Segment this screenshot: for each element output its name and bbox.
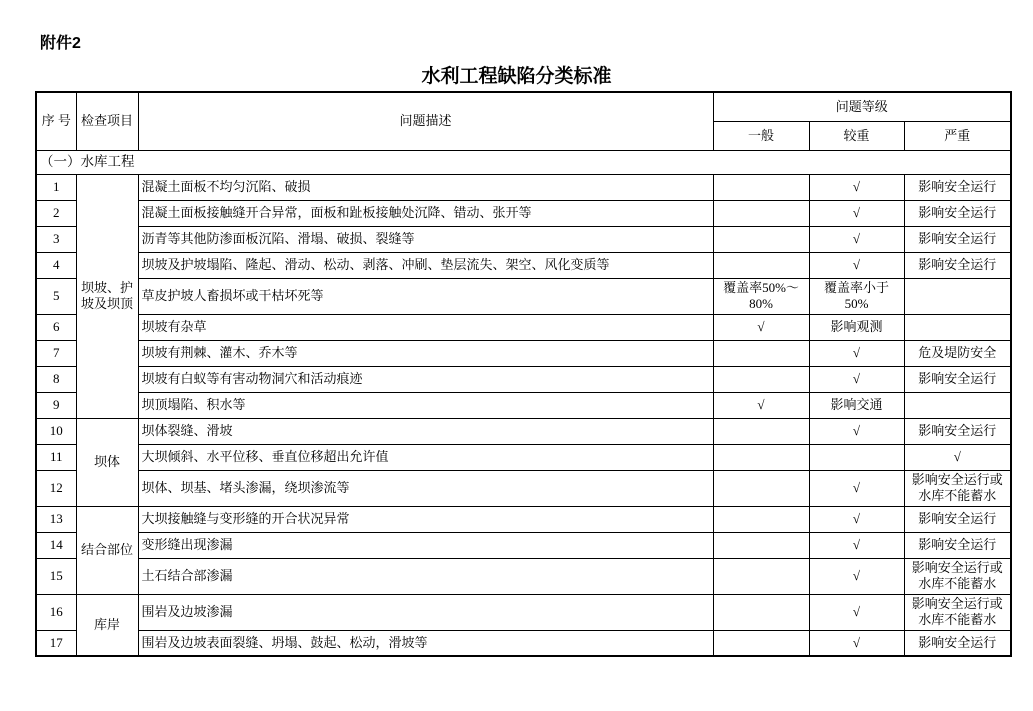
level-serious: 影响交通: [809, 392, 904, 418]
section-row: [36, 151, 1011, 175]
col-header-level: 问题等级: [713, 92, 1011, 122]
row-no: 5: [36, 279, 76, 315]
table-row: [36, 253, 1011, 279]
table-row: [36, 340, 1011, 366]
level-severe: [904, 392, 1011, 418]
problem-desc: 沥青等其他防渗面板沉陷、滑塌、破损、裂缝等: [138, 227, 713, 253]
row-no: 12: [36, 470, 76, 506]
level-general: [713, 558, 809, 594]
problem-desc: 坝体裂缝、滑坡: [138, 418, 713, 444]
level-general: [713, 506, 809, 532]
level-serious: √: [809, 558, 904, 594]
level-severe: 影响安全运行: [904, 366, 1011, 392]
level-serious: √: [809, 227, 904, 253]
level-serious: √: [809, 470, 904, 506]
defect-table: [35, 91, 1012, 657]
table-row: [36, 227, 1011, 253]
section-title: （一）水库工程: [36, 151, 1011, 175]
problem-desc: 草皮护坡人畜损坏或干枯坏死等: [138, 279, 713, 315]
table-row: [36, 314, 1011, 340]
table-row: [36, 532, 1011, 558]
level-serious: √: [809, 253, 904, 279]
row-no: 9: [36, 392, 76, 418]
col-header-desc: 问题描述: [138, 92, 713, 151]
level-severe: 影响安全运行: [904, 532, 1011, 558]
level-severe: 影响安全运行: [904, 506, 1011, 532]
table-row: [36, 175, 1011, 201]
level-general: [713, 594, 809, 630]
row-no: 2: [36, 201, 76, 227]
level-general: [713, 227, 809, 253]
table-row: [36, 366, 1011, 392]
row-no: 4: [36, 253, 76, 279]
problem-desc: 坝坡有白蚁等有害动物洞穴和活动痕迹: [138, 366, 713, 392]
col-header-item: 检查项目: [76, 92, 138, 151]
group-label: 坝坡、护坡及坝顶: [76, 175, 138, 419]
problem-desc: 坝顶塌陷、积水等: [138, 392, 713, 418]
row-no: 1: [36, 175, 76, 201]
level-severe: 影响安全运行: [904, 418, 1011, 444]
level-serious: √: [809, 630, 904, 656]
problem-desc: 围岩及边坡表面裂缝、坍塌、鼓起、松动，滑坡等: [138, 630, 713, 656]
page-title: 水利工程缺陷分类标准: [421, 66, 612, 87]
level-severe: √: [904, 444, 1011, 470]
problem-desc: 土石结合部渗漏: [138, 558, 713, 594]
level-severe: 影响安全运行: [904, 630, 1011, 656]
col-header-no: 序 号: [36, 92, 76, 151]
row-no: 7: [36, 340, 76, 366]
level-serious: 覆盖率小于50%: [809, 279, 904, 315]
level-serious: √: [809, 366, 904, 392]
row-no: 16: [36, 594, 76, 630]
table-row: [36, 594, 1011, 630]
level-severe: 危及堤防安全: [904, 340, 1011, 366]
level-general: √: [713, 314, 809, 340]
row-no: 10: [36, 418, 76, 444]
level-serious: √: [809, 175, 904, 201]
level-serious: √: [809, 340, 904, 366]
level-severe: 影响安全运行或水库不能蓄水: [904, 558, 1011, 594]
level-general: [713, 470, 809, 506]
table-row: [36, 506, 1011, 532]
level-general: [713, 340, 809, 366]
table-row: [36, 201, 1011, 227]
level-serious: √: [809, 418, 904, 444]
level-severe: 影响安全运行: [904, 227, 1011, 253]
problem-desc: 坝坡及护坡塌陷、隆起、滑动、松动、剥落、冲刷、垫层流失、架空、风化变质等: [138, 253, 713, 279]
level-serious: [809, 444, 904, 470]
row-no: 17: [36, 630, 76, 656]
row-no: 13: [36, 506, 76, 532]
row-no: 15: [36, 558, 76, 594]
problem-desc: 混凝土面板接触缝开合异常，面板和趾板接触处沉降、错动、张开等: [138, 201, 713, 227]
level-serious: 影响观测: [809, 314, 904, 340]
problem-desc: 围岩及边坡渗漏: [138, 594, 713, 630]
problem-desc: 变形缝出现渗漏: [138, 532, 713, 558]
row-no: 8: [36, 366, 76, 392]
level-severe: 影响安全运行: [904, 253, 1011, 279]
table-row: [36, 630, 1011, 656]
row-no: 11: [36, 444, 76, 470]
problem-desc: 混凝土面板不均匀沉陷、破损: [138, 175, 713, 201]
table-row: [36, 558, 1011, 594]
row-no: 6: [36, 314, 76, 340]
table-row: [36, 470, 1011, 506]
group-label: 结合部位: [76, 506, 138, 594]
col-header-serious: 较重: [809, 122, 904, 151]
row-no: 14: [36, 532, 76, 558]
row-no: 3: [36, 227, 76, 253]
level-severe: [904, 279, 1011, 315]
table-row: [36, 418, 1011, 444]
level-serious: √: [809, 506, 904, 532]
problem-desc: 坝体、坝基、堵头渗漏，绕坝渗流等: [138, 470, 713, 506]
problem-desc: 大坝接触缝与变形缝的开合状况异常: [138, 506, 713, 532]
problem-desc: 坝坡有杂草: [138, 314, 713, 340]
level-severe: 影响安全运行或水库不能蓄水: [904, 594, 1011, 630]
level-severe: 影响安全运行: [904, 175, 1011, 201]
level-severe: 影响安全运行或水库不能蓄水: [904, 470, 1011, 506]
attachment-label: 附件2: [40, 35, 81, 52]
problem-desc: 坝坡有荆棘、灌木、乔木等: [138, 340, 713, 366]
problem-desc: 大坝倾斜、水平位移、垂直位移超出允许值: [138, 444, 713, 470]
level-general: [713, 366, 809, 392]
level-general: [713, 418, 809, 444]
table-row: [36, 444, 1011, 470]
level-general: √: [713, 392, 809, 418]
group-label: 坝体: [76, 418, 138, 506]
level-general: [713, 532, 809, 558]
level-general: [713, 444, 809, 470]
level-severe: [904, 314, 1011, 340]
level-general: 覆盖率50%～80%: [713, 279, 809, 315]
level-general: [713, 253, 809, 279]
level-serious: √: [809, 201, 904, 227]
col-header-severe: 严重: [904, 122, 1011, 151]
group-label: 库岸: [76, 594, 138, 656]
level-general: [713, 175, 809, 201]
table-row: [36, 279, 1011, 315]
table-row: [36, 392, 1011, 418]
level-general: [713, 630, 809, 656]
level-serious: √: [809, 532, 904, 558]
level-severe: 影响安全运行: [904, 201, 1011, 227]
col-header-general: 一般: [713, 122, 809, 151]
level-general: [713, 201, 809, 227]
level-serious: √: [809, 594, 904, 630]
